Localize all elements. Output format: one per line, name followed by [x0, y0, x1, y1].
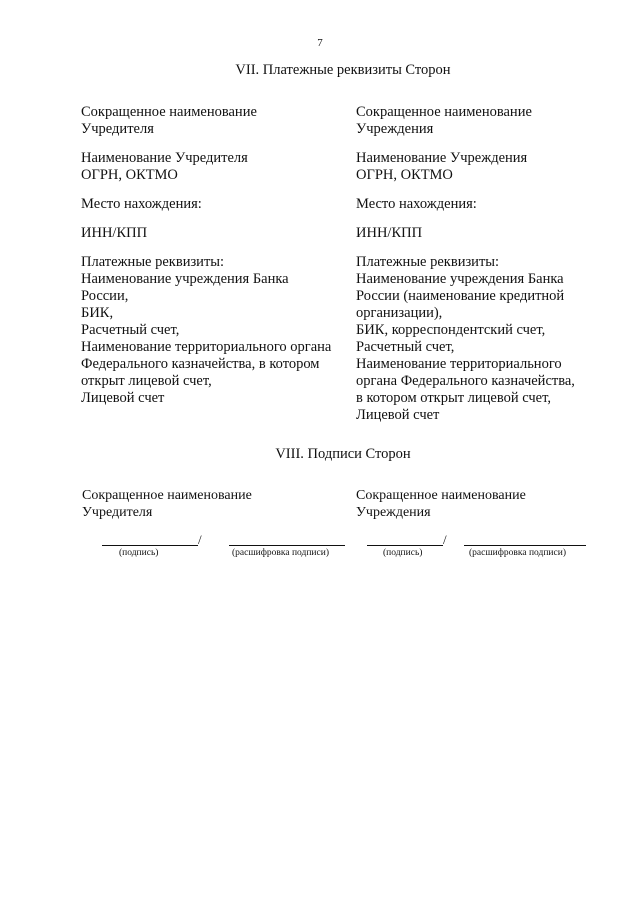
- text-line: Расчетный счет,: [81, 322, 180, 338]
- founder-payment-details: [81, 254, 351, 407]
- text-line: Место нахождения:: [81, 196, 202, 212]
- founder-inn-kpp: [81, 225, 351, 242]
- founder-full-name: [81, 150, 351, 184]
- institution-full-name: [356, 150, 626, 184]
- founder-decode-caption: (расшифровка подписи): [232, 548, 329, 558]
- text-line: ОГРН, ОКТМО: [81, 167, 178, 183]
- text-line: открыт лицевой счет,: [81, 373, 212, 389]
- text-line: Учредителя: [81, 121, 154, 137]
- text-line: России,: [81, 288, 129, 304]
- institution-location: [356, 196, 626, 213]
- text-line: Платежные реквизиты:: [356, 254, 500, 270]
- text-line: Наименование территориального органа: [81, 339, 332, 355]
- founder-signature-slash: /: [198, 532, 202, 547]
- institution-short-name: [356, 104, 626, 138]
- page-number: 7: [317, 37, 323, 49]
- text-line: органа Федерального казначейства,: [356, 373, 575, 389]
- text-line: Наименование учреждения Банка: [356, 271, 564, 287]
- text-line: Расчетный счет,: [356, 339, 455, 355]
- text-line: Наименование Учредителя: [81, 150, 248, 166]
- text-line: ОГРН, ОКТМО: [356, 167, 453, 183]
- institution-decode-caption: (расшифровка подписи): [469, 548, 566, 558]
- text-line: БИК, корреспондентский счет,: [356, 322, 546, 338]
- founder-signature-line: [102, 545, 198, 546]
- founder-signature-caption: (подпись): [119, 548, 159, 558]
- institution-inn-kpp: [356, 225, 626, 242]
- institution-signature-name: [356, 487, 526, 521]
- text-line: организации),: [356, 305, 443, 321]
- text-line: Сокращенное наименование: [81, 104, 257, 120]
- text-line: Место нахождения:: [356, 196, 477, 212]
- institution-signature-line: [367, 545, 443, 546]
- text-line: Сокращенное наименование: [356, 488, 526, 503]
- text-line: Учредителя: [82, 505, 153, 520]
- text-line: ИНН/КПП: [356, 225, 423, 241]
- section-8-title: VIII. Подписи Сторон: [275, 446, 411, 462]
- founder-location: [81, 196, 351, 213]
- institution-signature-slash: /: [443, 532, 447, 547]
- text-line: Учреждения: [356, 505, 431, 520]
- text-line: Сокращенное наименование: [356, 104, 532, 120]
- text-line: Наименование территориального: [356, 356, 562, 372]
- text-line: Учреждения: [356, 121, 434, 137]
- text-line: Федерального казначейства, в котором: [81, 356, 320, 372]
- text-line: Наименование учреждения Банка: [81, 271, 289, 287]
- institution-payment-details: [356, 254, 626, 424]
- section-7-title: VII. Платежные реквизиты Сторон: [235, 62, 451, 78]
- text-line: ИНН/КПП: [81, 225, 148, 241]
- text-line: Сокращенное наименование: [82, 488, 252, 503]
- text-line: в котором открыт лицевой счет,: [356, 390, 551, 406]
- text-line: БИК,: [81, 305, 114, 321]
- text-line: Лицевой счет: [356, 407, 440, 423]
- text-line: Наименование Учреждения: [356, 150, 528, 166]
- text-line: Лицевой счет: [81, 390, 165, 406]
- text-line: Платежные реквизиты:: [81, 254, 225, 270]
- institution-decode-line: [464, 545, 586, 546]
- text-line: России (наименование кредитной: [356, 288, 565, 304]
- founder-decode-line: [229, 545, 345, 546]
- founder-short-name: [81, 104, 351, 138]
- founder-signature-name: [82, 487, 252, 521]
- institution-signature-caption: (подпись): [383, 548, 423, 558]
